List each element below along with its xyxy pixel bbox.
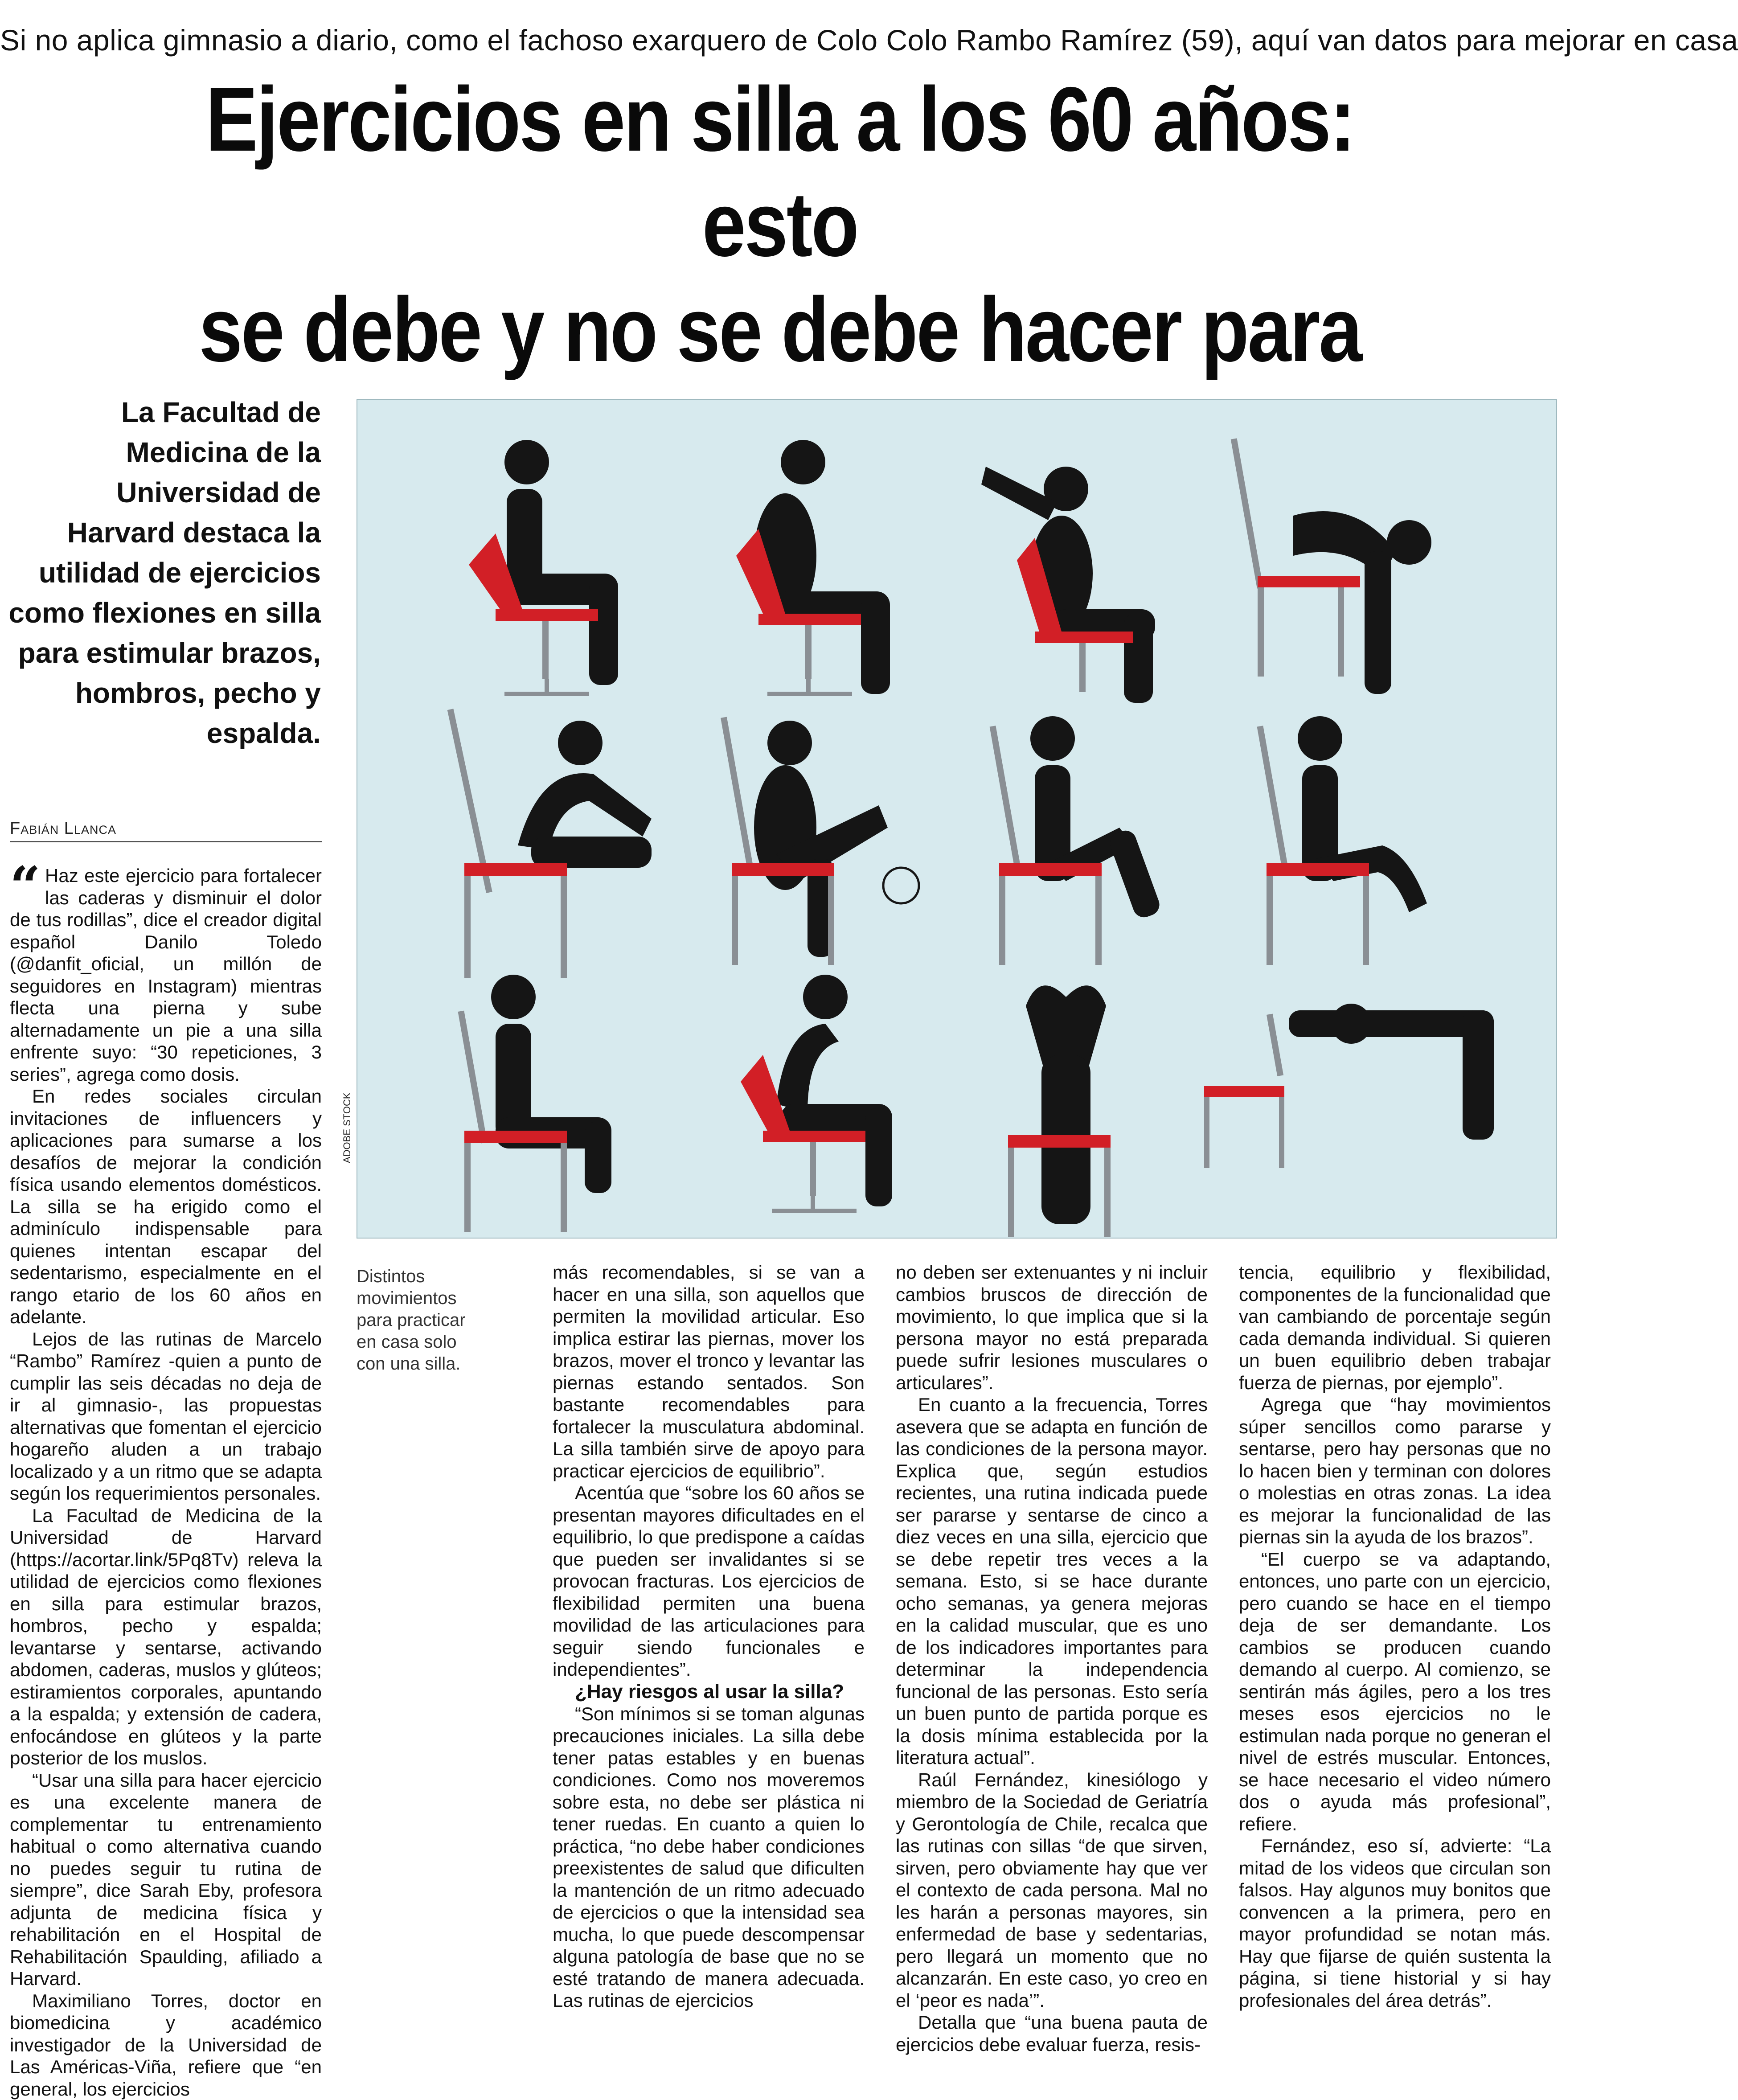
byline: Fabián Llanca (10, 819, 322, 838)
article-subhead: ¿Hay riesgos al usar la silla? (553, 1681, 865, 1703)
figure-arm-stretch (981, 467, 1155, 703)
article-paragraph: La Facultad de Medicina de la Universidad de Harvard (https://acortar.link/5Pq8Tv) releva la utilidad de ejercicios como flexiones en silla para estimular brazos, hombros, pecho y espalda; levantarse y sentarse, activando abdomen, caderas, muslos y glúteos; estiramientos corporales, apuntando a la espalda; y extensión de cadera, enfocándose en glúteos y la parte posterior de los muslos. (10, 1505, 322, 1769)
kicker: Si no aplica gimnasio a diario, como el fachoso exarquero de Colo Colo Rambo Ramírez (59), aquí van datos para mejorar en casa (0, 23, 1563, 57)
figure-leg-extension (1257, 716, 1427, 965)
article-paragraph: no deben ser extenuantes y ni incluir cambios bruscos de dirección de movimiento, lo que implica que si la persona mayor no está preparada puede sufrir lesiones musculares o articulares”. (896, 1261, 1208, 1394)
figure-plank-on-chair (1204, 1004, 1494, 1168)
article-paragraph: Raúl Fernández, kinesiólogo y miembro de la Sociedad de Geriatría y Gerontología de Chile, recalca que las rutinas con sillas “de que sirven, sirven, pero obviamente hay que ver el contexto de cada persona. Mal no les harán a personas mayores, sin enfermedad de base y sedentarias, pero llegará un momento que no alcanzarán. En este caso, yo creo en el ‘peor es nada’”. (896, 1769, 1208, 2012)
article-paragraph: Acentúa que “sobre los 60 años se presentan mayores dificultades en el equilibrio, lo que predispone a caídas que pueden ser invalidantes si se provocan fracturas. Los ejercicios de flexibilidad permiten una buena movilidad de las articulaciones para seguir siendo funcionales e independientes”. (553, 1482, 865, 1681)
exercise-figures (357, 400, 1556, 1238)
article-paragraph: “El cuerpo se va adaptando, entonces, uno parte con un ejercicio, pero cuando se hace en el tiempo deja de ser demandante. Los cambios se producen cuando demando al cuerpo. Al comienzo, se sentirán más ágiles, pero a los tres meses esos ejercicios no le estimulan nada porque no generan el nivel de estrés muscular. Entonces, se hace necesario el video número dos o ayuda más profesional”, refiere. (1239, 1548, 1551, 1835)
article-paragraph: “Usar una silla para hacer ejercicio es una excelente manera de complementar tu entrenamiento habitual o como alternativa cuando no puedes seguir tu rutina de siempre”, dice Sarah Eby, profesora adjunta de medicina física y rehabilitación en el Hospital de Rehabilitación Spaulding, afiliado a Harvard. (10, 1769, 322, 1990)
article-paragraph: tencia, equilibrio y flexibilidad, componentes de la funcionalidad que van cambiando de porcentaje según cada demanda individual. Si quieren un buen equilibrio deben trabajar fuerza de piernas, por ejemplo”. (1239, 1261, 1551, 1394)
figure-leaning-forward (736, 440, 890, 694)
article-column-1 (10, 865, 322, 2100)
figure-leg-circle (721, 717, 919, 965)
article-column-2 (553, 1261, 865, 2012)
figure-arms-overhead (1008, 985, 1111, 1237)
article-column-4 (1239, 1261, 1551, 2011)
byline-rule (10, 819, 322, 842)
figure-sitting-upright (469, 440, 618, 694)
article-paragraph: más recomendables, si se van a hacer en una silla, son aquellos que permiten la movilidad articular. Eso implica estirar las piernas, mover los brazos, mover el tronco y levantar las piernas estando sentados. Son bastante recomendables para fortalecer la musculatura abdominal. La silla también sirve de apoyo para practicar ejercicios de equilibrio”. (553, 1261, 865, 1482)
article-paragraph: Fernández, eso sí, advierte: “La mitad de los videos que circulan son falsos. Hay algunos muy bonitos que convencen a la primera, pero en mayor profundidad se notan más. Hay que fijarse de quién sustenta la página, si tiene historial y si hay profesionales del área detrás”. (1239, 1835, 1551, 2011)
article-paragraph: Agrega que “hay movimientos súper sencillos como pararse y sentarse, pero hay personas que no lo hacen bien y terminan con dolores o molestias en otras zonas. La idea es mejorar la funcionalidad de las piernas sin la ayuda de los brazos”. (1239, 1394, 1551, 1548)
article-paragraph: En redes sociales circulan invitaciones de influencers y aplicaciones para sumarse a los desafíos de mejorar la condición física usando elementos domésticos. La silla se ha erigido como el adminículo indispensable para quienes intentan escapar del sedentarismo, especialmente en el rango etario de los 60 años en adelante. (10, 1085, 322, 1328)
article-paragraph: En cuanto a la frecuencia, Torres asevera que se adapta en función de las condiciones de la persona mayor. Explica que, según estudios recientes, una rutina indicada puede ser pararse y sentarse de cinco a diez veces en una silla, ejercicio que se debe repetir tres veces a la semana. Esto, si se hace durante ocho semanas, ya genera mejoras en la calidad muscular, que es uno de los indicadores importantes para determinar la independencia funcional de las personas. Esto sería un buen punto de partida porque es la dosis mínima establecida por la literatura actual”. (896, 1394, 1208, 1769)
figure-knee-raise (990, 716, 1163, 965)
article-column-3 (896, 1261, 1208, 2055)
opening-quote-icon: “ (10, 866, 41, 906)
article-paragraph: Lejos de las rutinas de Marcelo “Rambo” Ramírez -quien a punto de cumplir las seis décadas no deja de ir al gimnasio-, las propuestas alternativas que fomentan el ejercicio hogareño aluden a un trabajo localizado y a un ritmo que se adapta según los requerimientos personales. (10, 1328, 322, 1505)
photo-credit: ADOBE STOCK (341, 1110, 353, 1163)
headline-line: se debe y no se debe hacer para (148, 277, 1412, 488)
article-paragraph: “Son mínimos si se toman algunas precauciones iniciales. La silla debe tener patas estables y en buenas condiciones. Como nos moveremos sobre esta, no debe ser plástica ni tener ruedas. En cuanto a quien lo práctica, “no debe haber condiciones preexistentes de salud que dificulten la mantención de un ritmo adecuado de ejercicios o que la intensidad sea mucha, lo que puede descompensar alguna patología de base que no se esté tratando de manera adecuada. Las rutinas de ejercicios (553, 1703, 865, 2012)
headline-line: Ejercicios en silla a los 60 años: esto (148, 67, 1412, 277)
article-paragraph: Detalla que “una buena pauta de ejercicios debe evaluar fuerza, resis- (896, 2011, 1208, 2055)
figure-seated-straight (458, 975, 611, 1232)
figure-forward-fold (1231, 438, 1431, 694)
exercise-illustration (357, 399, 1557, 1239)
figure-seated-forward-reach (447, 709, 652, 978)
figure-office-chair-lean (741, 975, 892, 1211)
article-paragraph: Maximiliano Torres, doctor en biomedicina y académico investigador de la Universidad de Las Américas-Viña, refiere que “en general, los ejercicios (10, 1990, 322, 2100)
article-paragraph: Haz este ejercicio para fortalecer las caderas y disminuir el dolor de tus rodillas”, dice el creador digital español Danilo Toledo (@danfit_oficial, un millón de seguidores en Instagram) mientras flecta una pierna y sube alternadamente un pie a una silla enfrente suyo: “30 repeticiones, 3 series”, agrega como dosis. (10, 865, 322, 1085)
deck: La Facultad de Medicina de la Universidad de Harvard destaca la utilidad de ejercicios como flexiones en silla para estimular brazos, hombros, pecho y espalda. (4, 392, 321, 753)
photo-caption: Distintos movimientos para practicar en casa solo con una silla. (357, 1266, 490, 1375)
